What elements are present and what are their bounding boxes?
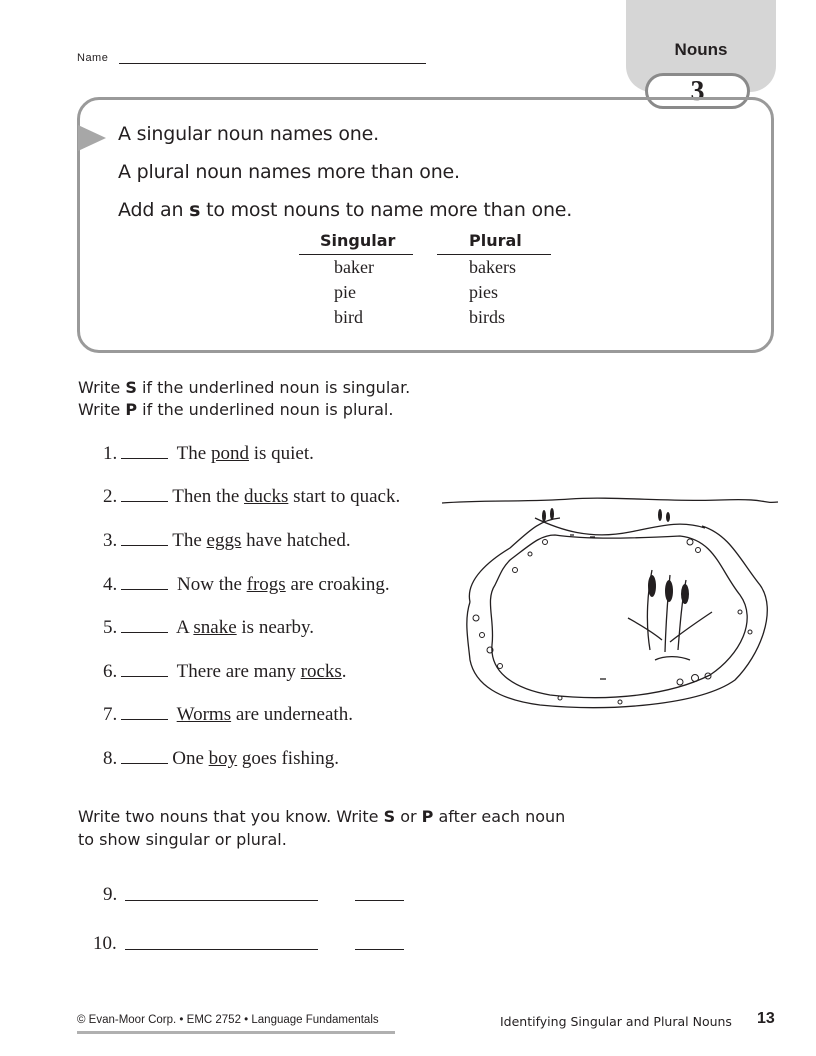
lesson-number: 3 — [645, 73, 750, 109]
item-number: 5. — [103, 617, 118, 638]
item-text-after: is quiet. — [253, 443, 314, 464]
example-plural: bakers — [469, 257, 516, 277]
underlined-noun: boy — [208, 748, 238, 769]
example-singular: pie — [334, 282, 356, 302]
exercise-item — [103, 704, 353, 726]
item-text-before: One — [172, 748, 204, 769]
item-number: 3. — [103, 530, 118, 551]
plural-header: Plural — [469, 231, 522, 250]
item-text-before: Now the — [177, 574, 242, 595]
topic-title: Nouns — [674, 40, 728, 59]
item-text-after: is nearby. — [241, 617, 315, 638]
singular-rule — [299, 254, 413, 255]
underlined-noun: Worms — [176, 704, 232, 725]
item-text-before: Then the — [172, 486, 240, 507]
answer-blank[interactable] — [121, 575, 168, 590]
item-text-after: are underneath. — [235, 704, 353, 725]
item-number: 8. — [103, 748, 118, 769]
answer-number: 10. — [93, 933, 117, 954]
answer-blank[interactable] — [121, 531, 168, 546]
noun-answer-line[interactable] — [125, 900, 318, 901]
item-text-before: There are many — [176, 661, 296, 682]
rule-line-3: Add an s to most nouns to name more than one. — [118, 199, 573, 221]
example-plural: birds — [469, 307, 505, 327]
answer-blank[interactable] — [121, 705, 168, 720]
noun-answer-line[interactable] — [125, 949, 318, 950]
singular-header: Singular — [320, 231, 396, 250]
item-text-before: The — [172, 530, 202, 551]
pond-illustration — [440, 490, 780, 710]
name-label: Name — [77, 52, 109, 64]
item-text-after: have hatched. — [246, 530, 351, 551]
sp-answer-line[interactable] — [355, 949, 404, 950]
answer-blank[interactable] — [121, 749, 168, 764]
rule-line-1: A singular noun names one. — [118, 123, 379, 145]
plural-rule — [437, 254, 551, 255]
name-field[interactable] — [119, 63, 426, 64]
answer-number: 9. — [103, 884, 118, 905]
example-singular: bird — [334, 307, 363, 327]
example-singular: baker — [334, 257, 374, 277]
item-number: 1. — [103, 443, 118, 464]
copyright: © Evan-Moor Corp. • EMC 2752 • Language Fundamentals — [77, 1014, 379, 1026]
answer-blank[interactable] — [121, 662, 168, 677]
answer-blank[interactable] — [121, 487, 168, 502]
item-text-before: The — [176, 443, 207, 464]
section2-directions-line-1: Write two nouns that you know. Write S or P after each noun — [78, 807, 566, 826]
underlined-noun: snake — [193, 617, 237, 638]
underlined-noun: pond — [210, 443, 249, 464]
directions-line-2: Write P if the underlined noun is plural. — [78, 400, 394, 419]
item-text-after: goes fishing. — [241, 748, 340, 769]
item-number: 6. — [103, 661, 118, 682]
underlined-noun: eggs — [206, 530, 242, 551]
item-text-before: A — [175, 617, 189, 638]
underlined-noun: ducks — [244, 486, 289, 507]
exercise-item — [103, 661, 347, 683]
item-text-after: start to quack. — [293, 486, 401, 507]
underlined-noun: rocks — [300, 661, 342, 682]
exercise-item — [103, 530, 351, 552]
section2-directions-line-2: to show singular or plural. — [78, 830, 287, 849]
footer-rule — [77, 1031, 395, 1034]
answer-blank[interactable] — [121, 618, 168, 633]
underlined-noun: frogs — [246, 574, 286, 595]
exercise-item — [103, 574, 390, 596]
exercise-item — [103, 617, 314, 639]
exercise-item — [103, 443, 314, 465]
sp-answer-line[interactable] — [355, 900, 404, 901]
rule-line-2: A plural noun names more than one. — [118, 161, 460, 183]
example-plural: pies — [469, 282, 498, 302]
item-number: 4. — [103, 574, 118, 595]
item-number: 2. — [103, 486, 118, 507]
item-number: 7. — [103, 704, 118, 725]
exercise-item — [103, 748, 339, 770]
lesson-skill: Identifying Singular and Plural Nouns — [500, 1014, 732, 1029]
directions-line-1: Write S if the underlined noun is singular. — [78, 378, 411, 397]
exercise-item — [103, 486, 400, 508]
item-text-after: are croaking. — [290, 574, 390, 595]
answer-blank[interactable] — [121, 444, 168, 459]
item-text-after: . — [341, 661, 347, 682]
arrow-icon — [78, 125, 106, 151]
page-number: 13 — [757, 1010, 775, 1027]
